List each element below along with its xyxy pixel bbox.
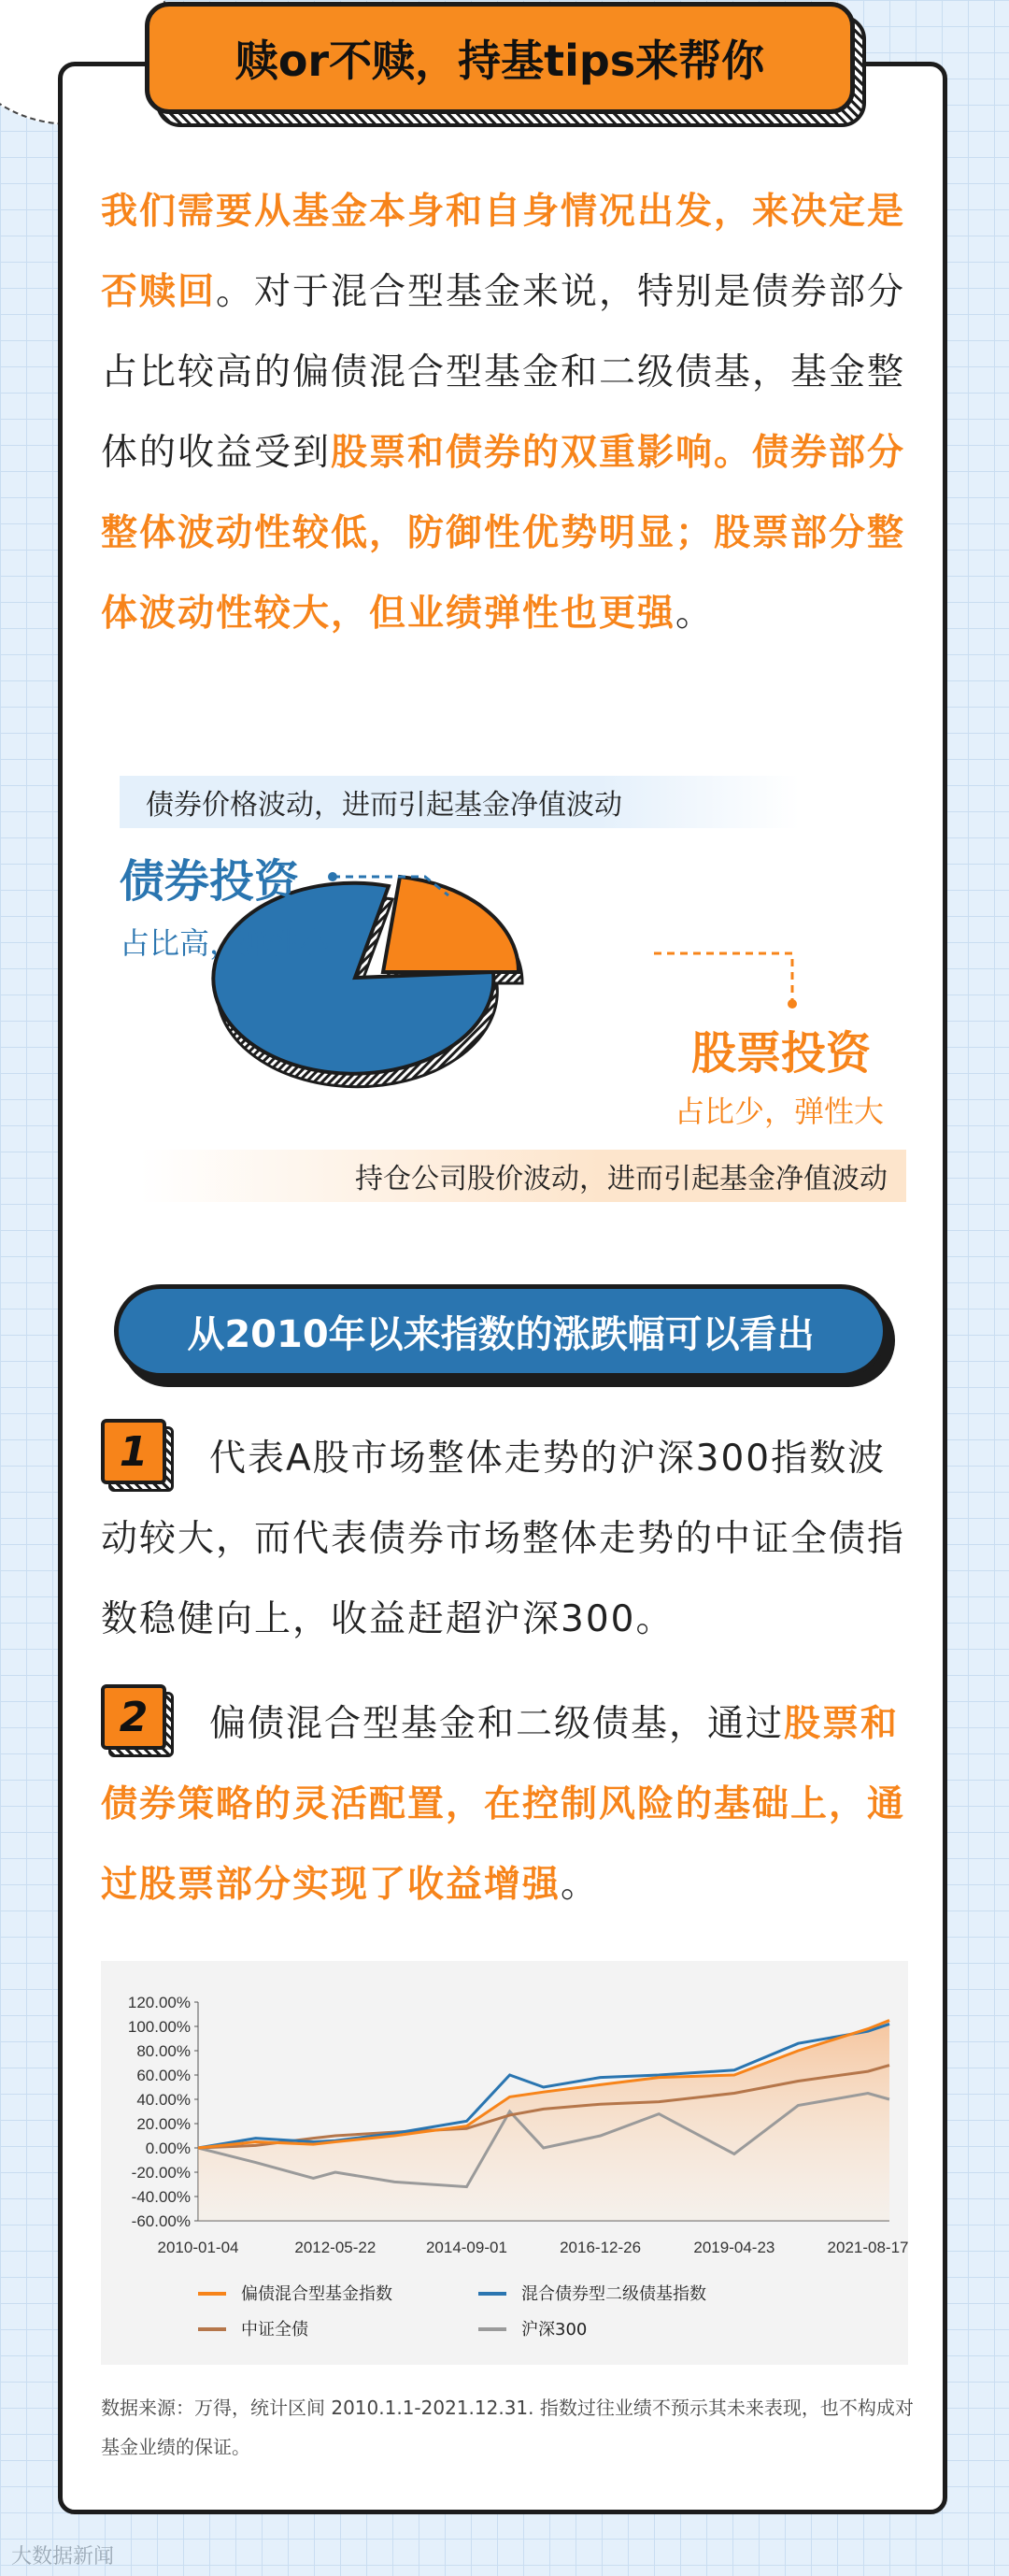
point-2-highlight: 股票和债券策略的灵活配置，在控制风险的基础上，通过股票部分实现了收益增强 [101, 1703, 906, 1906]
point-1-text: 代表A股市场整体走势的沪深300指数波动较大，而代表债券市场整体走势的中证全债指数稳健向上，收益赶超沪深300。 [101, 1438, 906, 1640]
section-banner [114, 1284, 895, 1387]
data-source-note: 数据来源：万得，统计区间 2010.1.1-2021.12.31. 指数过往业绩不预示其未来表现，也不构成对基金业绩的保证。 [101, 2397, 914, 2458]
intro-text-1: 。对于混合型基金来说，特别是债券部分占比较高的偏债混合型基金和二级债基，基金整体的收益受到 [101, 271, 906, 474]
y-tick-label: -40.00% [131, 2188, 191, 2206]
stock-title: 股票投资 [691, 1027, 872, 1080]
page-title: 赎or不赎，持基tips来帮你 [145, 2, 855, 114]
x-tick-label: 2010-01-04 [157, 2239, 239, 2256]
bond-subtitle: 占比高，弹性小 [120, 925, 330, 961]
point-2-number: 2 [101, 1684, 166, 1750]
bond-title: 债券投资 [120, 855, 300, 908]
intro-text-2: 。 [675, 593, 715, 635]
y-tick-label: -60.00% [131, 2212, 191, 2230]
section-title: 从2010年以来指数的涨跌幅可以看出 [114, 1284, 888, 1378]
y-tick-label: 0.00% [145, 2140, 191, 2157]
pie-slice-stock [383, 877, 519, 972]
y-tick-label: 20.00% [136, 2115, 191, 2133]
x-tick-label: 2021-08-17 [827, 2239, 908, 2256]
y-tick-label: 100.00% [127, 2018, 191, 2036]
y-tick-label: 120.00% [127, 1994, 191, 2011]
bond-effect-label: 债券价格波动，进而引起基金净值波动 [120, 776, 800, 828]
y-tick-label: 40.00% [136, 2091, 191, 2109]
x-tick-label: 2016-12-26 [560, 2239, 642, 2256]
index-line-chart [101, 1961, 908, 2365]
stock-subtitle: 占比少，弹性大 [675, 1094, 885, 1129]
legend-label: 偏债混合型基金指数 [241, 2284, 392, 2304]
point-2-text [101, 1684, 914, 1925]
x-tick-label: 2014-09-01 [425, 2239, 507, 2256]
y-tick-label: 60.00% [136, 2067, 191, 2084]
legend-label: 混合债券型二级债基指数 [521, 2284, 706, 2304]
watermark: 大数据新闻 [11, 2545, 115, 2569]
x-tick-label: 2019-04-23 [693, 2239, 775, 2256]
legend-label: 中证全债 [241, 2320, 308, 2340]
legend-label: 沪深300 [521, 2320, 588, 2340]
title-banner [145, 2, 864, 127]
index-chart [101, 1961, 908, 2365]
intro-paragraph [101, 172, 914, 654]
x-tick-label: 2012-05-22 [294, 2239, 377, 2256]
y-tick-label: -20.00% [131, 2164, 191, 2182]
series-area [198, 2021, 889, 2222]
intro-highlight-1: 我们需要从基金本身和自身情况出发，来决定是否赎回 [101, 191, 906, 313]
point-2-text-c: 。 [561, 1864, 600, 1906]
intro-highlight-2: 股票和债券的双重影响。债券部分整体波动性较低，防御性优势明显；股票部分整体波动性较大，但业绩弹性也更强 [101, 432, 906, 635]
stock-effect-label: 持仓公司股价波动，进而引起基金净值波动 [140, 1150, 906, 1202]
point-1-number: 1 [101, 1419, 166, 1484]
point-2-text-a: 偏债混合型基金和二级债基，通过 [209, 1703, 785, 1745]
y-tick-label: 80.00% [136, 2042, 191, 2060]
